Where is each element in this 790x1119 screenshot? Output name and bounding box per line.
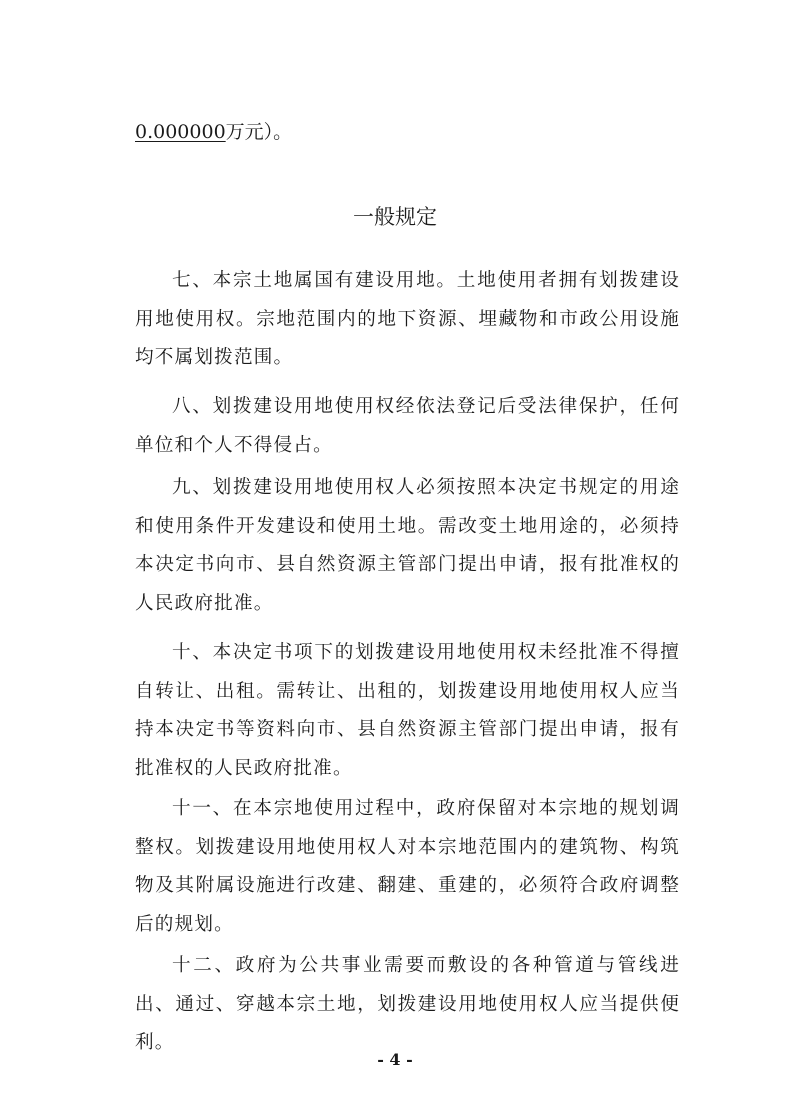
- amount-unit: 万元）。: [225, 121, 293, 143]
- clause-12: 十二、政府为公共事业需要而敷设的各种管道与管线进出、通过、穿越本宗土地，划拨建设用地使用权人应当提供便利。: [135, 955, 680, 1053]
- clause-9: 九、划拨建设用地使用权人必须按照本决定书规定的用途和使用条件开发建设和使用土地。需改变土地用途的，必须持本决定书向市、县自然资源主管部门提出申请，报有批准权的人民政府批准。: [135, 477, 680, 614]
- clause-10: 十、本决定书项下的划拨建设用地使用权未经批准不得擅自转让、出租。需转让、出租的，划拨建设用地使用权人应当持本决定书等资料向市、县自然资源主管部门提出申请，报有批准权的人民政府批准。: [135, 642, 680, 779]
- amount-value: 0.000000: [135, 121, 226, 143]
- amount-continuation-line: [135, 118, 292, 146]
- clause-7: 七、本宗土地属国有建设用地。土地使用者拥有划拨建设用地使用权。宗地范围内的地下资源、埋藏物和市政公用设施均不属划拨范围。: [135, 270, 680, 368]
- clause-8: 八、划拨建设用地使用权经依法登记后受法律保护，任何单位和个人不得侵占。: [135, 396, 680, 456]
- section-title: 一般规定: [353, 205, 437, 229]
- page-number: - 4 -: [377, 1050, 413, 1069]
- clause-11: 十一、在本宗地使用过程中，政府保留对本宗地的规划调整权。划拨建设用地使用权人对本宗地范围内的建筑物、构筑物及其附属设施进行改建、翻建、重建的，必须符合政府调整后的规划。: [135, 798, 680, 935]
